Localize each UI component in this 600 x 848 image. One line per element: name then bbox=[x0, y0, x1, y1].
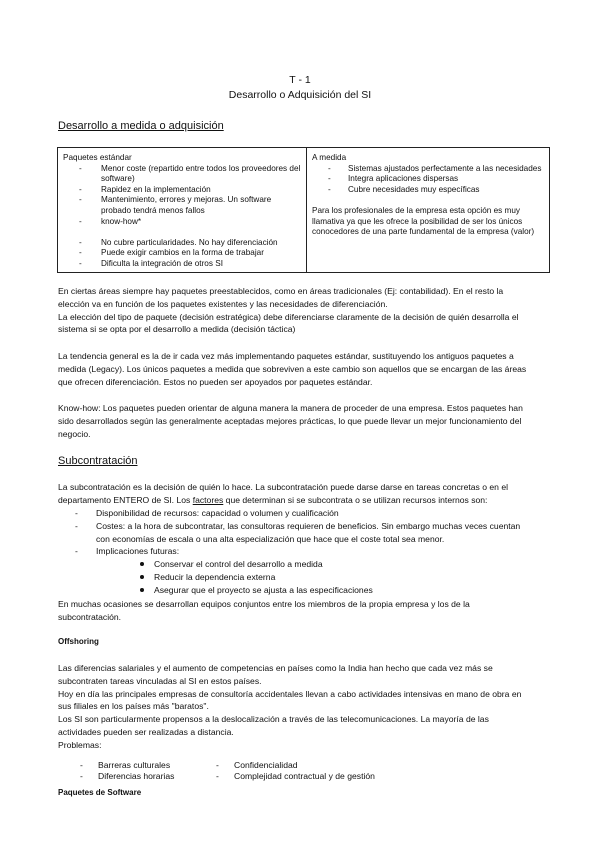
cell-title: A medida bbox=[312, 153, 347, 162]
list-item: - Menor coste (repartido entre todos los proveedores del software) bbox=[63, 164, 301, 185]
text-line: sus filiales en los países más "baratos". bbox=[58, 701, 209, 712]
text-line: La tendencia general es la de ir cada vez más implementando paquetes estándar, sustituyendo los antiguos paquetes a bbox=[58, 351, 514, 361]
list-item: - Rapidez en la implementación bbox=[63, 185, 301, 196]
comparison-table bbox=[57, 147, 550, 273]
document-title: Desarrollo o Adquisición del SI bbox=[228, 89, 372, 101]
list-item: - Cubre necesidades muy específicas bbox=[312, 185, 544, 196]
list-item: - No cubre particularidades. No hay diferenciación bbox=[63, 238, 301, 249]
paragraph-know-how bbox=[58, 402, 544, 440]
paragraph-tendencia bbox=[58, 350, 544, 388]
bullet-item: Conservar el control del desarrollo a medida bbox=[58, 558, 544, 571]
section-heading-desarrollo: Desarrollo a medida o adquisición bbox=[58, 120, 224, 132]
factores-underlined: factores bbox=[192, 494, 224, 505]
list-item: - Implicaciones futuras: bbox=[58, 545, 544, 558]
text-line: que ofrecen diferenciación. Estos no pueden ser apoyados por paquetes estándar. bbox=[58, 376, 373, 387]
problemas-label: Problemas: bbox=[58, 740, 102, 750]
text-line: La subcontratación es la decisión de quién lo hace. La subcontratación puede darse darse en tareas concretas o en el bbox=[58, 482, 509, 492]
table-cell-a-medida bbox=[312, 153, 544, 238]
problem-item: Confidencialidad bbox=[234, 760, 298, 770]
list-item: - Costes: a la hora de subcontratar, las consultoras requieren de beneficios. Sin embargo muchas veces cuentan bbox=[58, 520, 544, 533]
problem-item: Barreras culturales bbox=[98, 760, 171, 770]
cons-list bbox=[63, 238, 301, 270]
text-line: La elección del tipo de paquete (decisión estratégica) debe diferenciarse claramente de la decisión de quién desarrolla el bbox=[58, 311, 519, 322]
text-line: subcontraten tareas vinculadas al SI en estos países. bbox=[58, 675, 262, 686]
paragraph-offshoring bbox=[58, 662, 544, 739]
bullet-item: Reducir la dependencia externa bbox=[58, 571, 544, 584]
list-item: - Dificulta la integración de otros SI bbox=[63, 259, 301, 270]
a-medida-list bbox=[312, 164, 544, 196]
text-line: Los SI son particularmente propensos a la deslocalización a través de las telecomunicaciones. La mayoría de las bbox=[58, 714, 489, 725]
text-line: departamento ENTERO de SI. Los factores que determinan si se subcontrata o se utilizan recursos internos son: bbox=[58, 494, 488, 505]
list-item-continuation: con economías de escala o una alta especialización que hace que el coste total sea menor. bbox=[96, 533, 445, 544]
text-line: sido desarrollados según las generalmente aceptadas mejores prácticas, lo que puede llevar un mejor funcionamiento del bbox=[58, 415, 522, 426]
list-item: - Sistemas ajustados perfectamente a las necesidades bbox=[312, 164, 544, 175]
a-medida-note: Para los profesionales de la empresa esta opción es muy llamativa ya que les ofrece la posibilidad de ser los únicos conocedores de una parte fundamental de la empresa (valor) bbox=[312, 205, 535, 237]
list-item: - Integra aplicaciones dispersas bbox=[312, 174, 544, 185]
text-line: medida (Legacy). Los únicos paquetes a medida que sobreviven a este cambio son aquellos que se encargan de las áreas bbox=[58, 363, 527, 374]
paragraph-subcontratacion bbox=[58, 481, 544, 507]
bullet-item: Asegurar que el proyecto se ajusta a las especificaciones bbox=[58, 584, 544, 597]
text-line: Hoy en día las principales empresas de consultoría accidentales llevan a cabo actividades intensivas en mano de obra en bbox=[58, 688, 522, 699]
text-line: elección va en función de los paquetes existentes y las necesidades de diferenciación. bbox=[58, 298, 388, 309]
problem-item: Complejidad contractual y de gestión bbox=[234, 771, 375, 781]
problemas-row: - Barreras culturales - Confidencialidad bbox=[80, 760, 298, 770]
problemas-row: - Diferencias horarias - Complejidad contractual y de gestión bbox=[80, 771, 375, 781]
subheading-offshoring: Offshoring bbox=[58, 637, 99, 646]
list-item: - Mantenimiento, errores y mejoras. Un software probado tendrá menos fallos bbox=[63, 195, 301, 216]
section-heading-subcontratacion: Subcontratación bbox=[58, 455, 138, 467]
text-line: subcontratación. bbox=[58, 611, 122, 622]
text-line: Las diferencias salariales y el aumento de competencias en países como la India han hecho que cada vez más se bbox=[58, 663, 493, 673]
pros-list bbox=[63, 164, 301, 228]
list-item: - know-how* bbox=[63, 217, 301, 228]
text-line: En ciertas áreas siempre hay paquetes preestablecidos, como en áreas tradicionales (Ej: contabilidad). En el resto la bbox=[58, 286, 504, 296]
text-line: En muchas ocasiones se desarrollan equipos conjuntos entre los miembros de la propia empresa y los de la bbox=[58, 599, 470, 609]
list-item: - Disponibilidad de recursos: capacidad o volumen y cualificación bbox=[58, 507, 544, 520]
paragraph-equipos-conjuntos bbox=[58, 598, 544, 624]
list-item: - Puede exigir cambios en la forma de trabajar bbox=[63, 248, 301, 259]
table-divider bbox=[306, 148, 307, 272]
cell-title: Paquetes estándar bbox=[63, 153, 132, 162]
text-line: Know-how: Los paquetes pueden orientar de alguna manera la manera de proceder de una empresa. Estos paquetes han bbox=[58, 403, 523, 413]
document-code: T - 1 bbox=[289, 74, 311, 86]
paragraph-eleccion bbox=[58, 285, 544, 336]
text-line: actividades pueden ser realizadas a distancia. bbox=[58, 726, 234, 737]
text-line: sistema si se opta por el desarrollo a medida (decisión táctica) bbox=[58, 324, 296, 335]
factors-list bbox=[58, 507, 544, 597]
subheading-paquetes-software: Paquetes de Software bbox=[58, 788, 142, 797]
problem-item: Diferencias horarias bbox=[98, 771, 175, 781]
text-line: negocio. bbox=[58, 428, 91, 439]
table-cell-paquetes-estandar bbox=[63, 153, 301, 270]
